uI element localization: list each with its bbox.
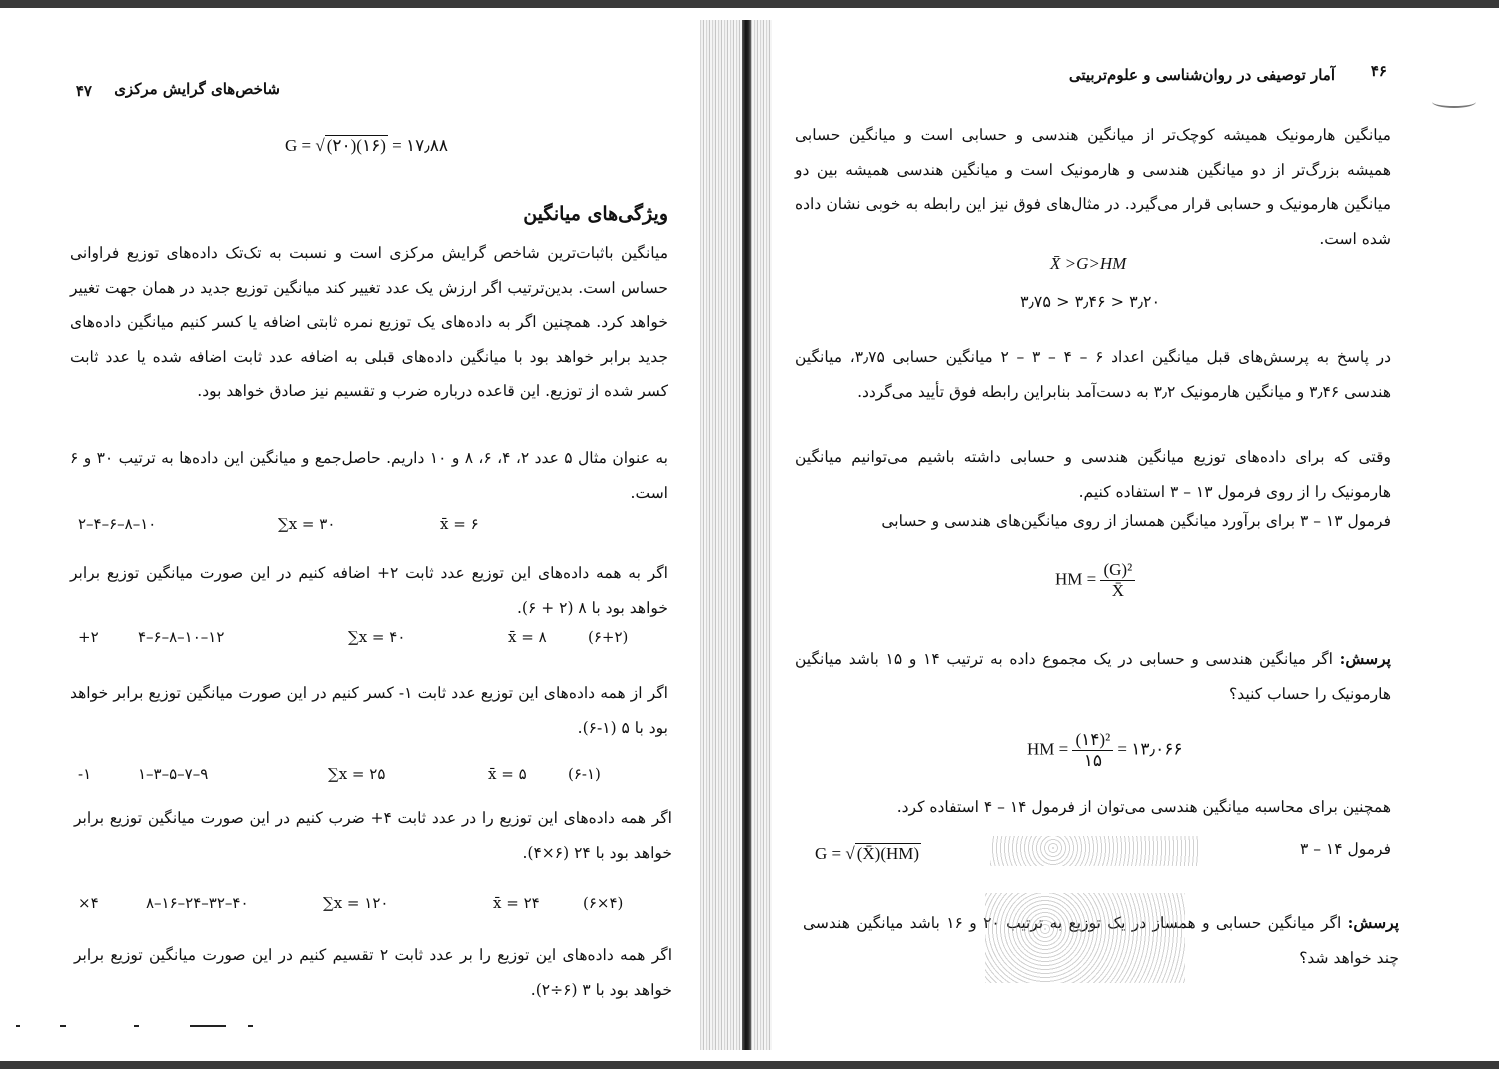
row-operation: -۱	[78, 765, 92, 783]
row-mean: x̄ = ۸	[508, 628, 547, 646]
scan-smudge	[985, 893, 1185, 983]
formula-lhs: G =	[285, 136, 312, 155]
scan-smudge	[990, 836, 1200, 866]
left-page-title: شاخص‌های گرایش مرکزی	[114, 80, 280, 98]
viewer-top-bar	[0, 0, 1499, 8]
formula-denominator: X̄	[1111, 581, 1124, 600]
formula-radicand: (۲۰)(۱۶)	[326, 136, 386, 155]
right-page-header	[1069, 66, 1335, 84]
example-row-multiply	[78, 894, 676, 918]
section-heading: ویژگی‌های میانگین	[523, 203, 668, 225]
scan-artifact	[16, 1025, 20, 1027]
formula-result: = ۱۷٫۸۸	[392, 136, 449, 155]
right-page-title: آمار توصیفی در روان‌شناسی و علوم‌تربیتی	[1068, 66, 1335, 84]
harmonic-mean-formula	[1055, 560, 1135, 601]
geometric-formula-intro: همچنین برای محاسبه میانگین هندسی می‌توان از فرمول ۱۴ – ۴ استفاده کرد.	[896, 798, 1391, 816]
example-row-add	[78, 628, 676, 652]
row-note: (۶+۲)	[588, 628, 629, 646]
row-series: ۸–۱۶–۲۴–۳۲–۴۰	[146, 894, 249, 912]
scanned-book-spread	[0, 8, 1499, 1061]
right-page-number: ۴۶	[1370, 62, 1387, 80]
example-intro-paragraph: به عنوان مثال ۵ عدد ۲، ۴، ۶، ۸ و ۱۰ داریم. حاصل‌جمع و میانگین این داده‌ها به ترتیب ۳۰ و ۶ است.	[70, 449, 668, 502]
scan-artifact	[248, 1025, 253, 1027]
add-constant-paragraph: اگر به همه داده‌های این توزیع عدد ثابت ۲+ اضافه کنیم در این صورت میانگین توزیع برابر خواهد بود با ۸ (۲ + ۶).	[70, 564, 668, 617]
formula-denominator: ۱۵	[1083, 751, 1102, 770]
mean-relationship-paragraph: میانگین هارمونیک همیشه کوچک‌تر از میانگین هندسی و حسابی است و میانگین حسابی همیشه بزرگ‌تر از دو میانگین هندسی و هارمونیک است و میانگین هندسی همیشه بین دو میانگین هارمونیک و حسابی قرار می‌گیرد. در مثال‌های فوق نیز این رابطه به خوبی نشان داده شده است.	[795, 126, 1391, 248]
formula-numerator: (G)²	[1100, 560, 1135, 581]
row-note: (۶×۴)	[583, 894, 624, 912]
scan-artifact	[190, 1025, 226, 1027]
formula-fraction	[1072, 730, 1113, 771]
geometric-mean-from-harmonic-formula	[815, 844, 921, 864]
formula-lhs: G =	[815, 844, 842, 863]
row-series: ۱–۳–۵–۷–۹	[138, 765, 209, 783]
row-note: (۶-۱)	[568, 765, 601, 783]
formula-lhs: HM =	[1027, 739, 1069, 759]
page-curl-mark	[1432, 96, 1476, 108]
row-operation: ×۴	[78, 894, 99, 912]
row-series: ۴–۶–۸–۱۰–۱۲	[138, 628, 225, 646]
scan-artifact	[60, 1025, 66, 1027]
book-gutter-shadow	[700, 20, 772, 1050]
row-series: ۲–۴–۶–۸–۱۰	[78, 515, 157, 533]
question-2-text: اگر میانگین حسابی و همساز در یک توزیع به ترتیب ۲۰ و ۱۶ باشد میانگین هندسی چند خواهد شد؟	[803, 914, 1399, 967]
row-sum: ∑x = ۳۰	[278, 515, 336, 533]
question-1-text: اگر میانگین هندسی و حسابی در یک مجموع داده به ترتیب ۱۴ و ۱۵ باشد میانگین هارمونیک را حساب کنید؟	[795, 650, 1391, 703]
formula-numerator: (۱۴)²	[1072, 730, 1113, 751]
subtract-constant-paragraph: اگر از همه داده‌های این توزیع عدد ثابت ۱- کسر کنیم در این صورت میانگین توزیع برابر خواهد بود با ۵ (۱-۶).	[70, 684, 668, 737]
mean-inequality-numeric: ۳٫۷۵ > ۳٫۴۶ > ۳٫۲۰	[1020, 292, 1161, 311]
left-page-header	[114, 80, 280, 98]
answer-paragraph: در پاسخ به پرسش‌های قبل میانگین اعداد ۶ – ۴ – ۳ – ۲ میانگین حسابی ۳٫۷۵، میانگین هندسی ۳٫۴۶ و میانگین هارمونیک ۳٫۲ به دست‌آمد بنابراین رابطه فوق تأیید می‌گردد.	[795, 348, 1391, 401]
row-sum: ∑x = ۱۲۰	[323, 894, 389, 912]
row-mean: x̄ = ۵	[488, 765, 527, 783]
example-row-base	[78, 515, 676, 539]
harmonic-mean-example-formula	[1027, 730, 1182, 771]
sqrt-sign: √	[315, 136, 325, 155]
question-1-label: پرسش:	[1339, 649, 1391, 668]
multiply-constant-paragraph: اگر همه داده‌های این توزیع را در عدد ثابت ۴+ ضرب کنیم در این صورت میانگین توزیع برابر خواهد بود با ۲۴ (۶×۴).	[74, 809, 672, 862]
viewer-bottom-bar	[0, 1061, 1499, 1069]
question-2-label: پرسش:	[1347, 913, 1400, 932]
question-1	[795, 642, 1391, 711]
book-spine	[742, 20, 751, 1050]
scan-artifact	[134, 1025, 139, 1027]
formula-radicand: (X̄)(HM)	[856, 844, 920, 863]
mean-inequality-symbolic: X̄ >G>HM	[1050, 254, 1127, 273]
properties-paragraph: میانگین باثبات‌ترین شاخص گرایش مرکزی است و نسبت به تک‌تک داده‌های توزیع فراوانی حساس است. بدین‌ترتیب اگر ارزش یک عدد تغییر کند میانگین توزیع جدید در همان جهت تغییر خواهد کرد. همچنین اگر به داده‌های یک توزیع نمره ثابتی اضافه یا کسر کنیم میانگین داده‌های جدید برابر خواهد بود با میانگین داده‌های قبلی به اضافه عدد ثابت اضافه شده یا عدد ثابت کسر شده از توزیع. این قاعده درباره ضرب و تقسیم نیز صادق خواهد بود.	[70, 244, 668, 400]
row-mean: x̄ = ۶	[440, 515, 479, 533]
left-page-number: ۴۷	[75, 82, 92, 100]
sqrt-sign: √	[845, 844, 855, 863]
formula-lhs: HM =	[1055, 569, 1097, 589]
formula-14-3-label: فرمول ۱۴ – ۳	[1299, 840, 1391, 858]
row-operation: +۲	[78, 628, 99, 646]
geometric-mean-formula	[285, 136, 448, 156]
formula-13-3-caption: فرمول ۱۳ – ۳ برای برآورد میانگین همساز از روی میانگین‌های هندسی و حسابی	[881, 512, 1391, 530]
formula-result: = ۱۳٫۰۶۶	[1117, 739, 1183, 759]
row-mean: x̄ = ۲۴	[493, 894, 540, 912]
formula-fraction	[1100, 560, 1135, 601]
harmonic-derivation-paragraph: وقتی که برای داده‌های توزیع میانگین هندسی و حسابی داشته باشیم می‌توانیم میانگین هارمونیک را از روی فرمول ۱۳ – ۳ استفاده کنیم.	[795, 448, 1391, 501]
example-row-subtract	[78, 765, 676, 789]
divide-constant-paragraph: اگر همه داده‌های این توزیع را بر عدد ثابت ۲ تقسیم کنیم در این صورت میانگین توزیع برابر خواهد بود با ۳ (۶÷۲).	[74, 946, 672, 999]
row-sum: ∑x = ۲۵	[328, 765, 386, 783]
row-sum: ∑x = ۴۰	[348, 628, 406, 646]
